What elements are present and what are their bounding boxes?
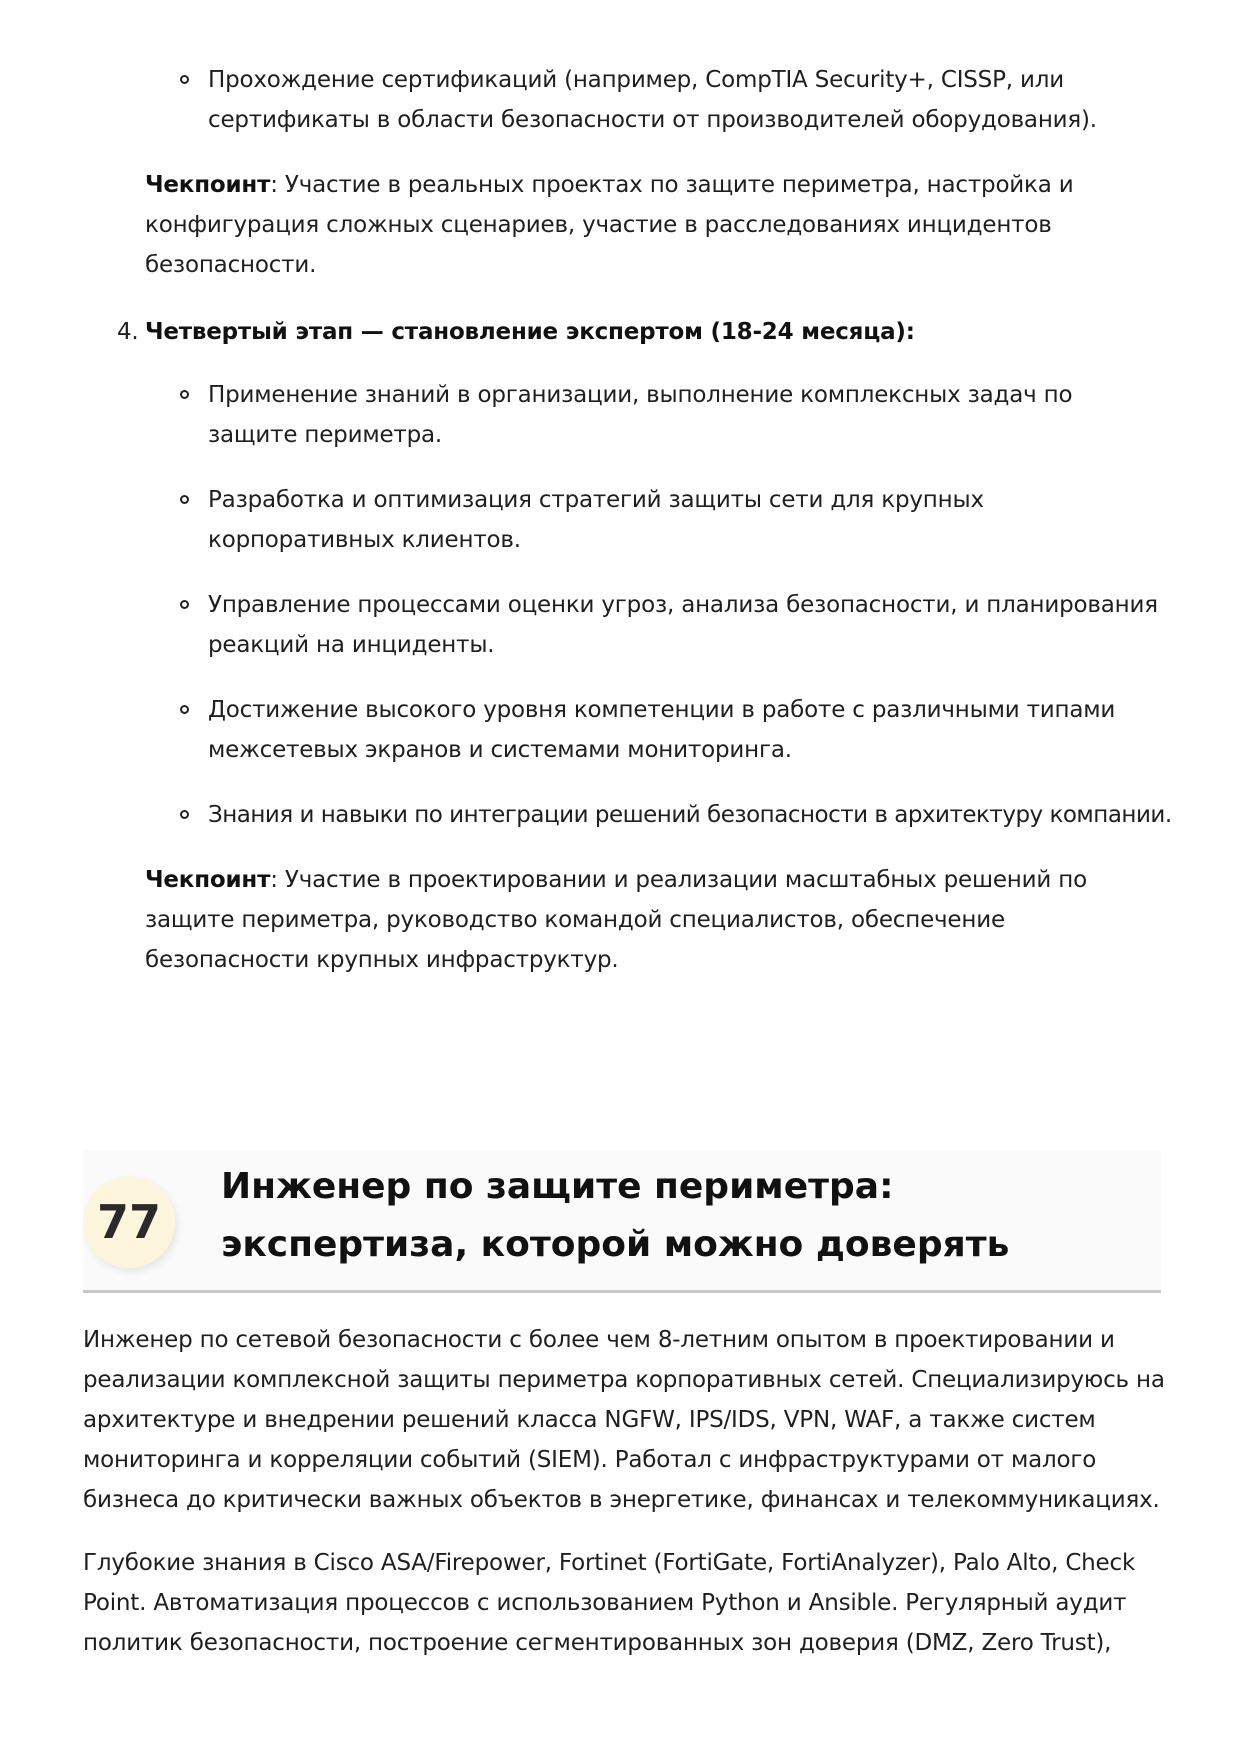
stage4-title bbox=[145, 312, 1170, 352]
checkpoint-label: Чекпоинт bbox=[145, 172, 271, 198]
stage4-title-text: Четвертый этап — становление экспертом (18-24 месяца): bbox=[145, 319, 915, 345]
checkpoint-stage3 bbox=[145, 165, 1170, 285]
list-bullet bbox=[180, 600, 189, 609]
list-bullet bbox=[180, 810, 189, 819]
list-item: Знания и навыки по интеграции решений безопасности в архитектуру компании. bbox=[208, 802, 1172, 828]
paragraph-intro: Инженер по сетевой безопасности с более чем 8-летним опытом в проектировании и реализации комплексной защиты периметра корпоративных сетей. Специализируюсь на архитектуре и внедрении решений класса NGFW, IPS/IDS, VPN, WAF, а также систем мониторинга и корреляции событий (SIEM). Работал с инфраструктурами от малого бизнеса до критически важных объектов в энергетике, финансах и телекоммуникациях. bbox=[83, 1327, 1165, 1513]
checkpoint-text: : Участие в реальных проектах по защите периметра, настройка и конфигурация сложных сценариев, участие в расследованиях инцидентов безопасности. bbox=[145, 172, 1074, 278]
stage4-number: 4. bbox=[117, 319, 139, 345]
list-bullet bbox=[180, 495, 189, 504]
section-header bbox=[83, 1150, 1161, 1293]
list-bullet bbox=[180, 390, 189, 399]
section-number-badge: 77 bbox=[83, 1176, 175, 1268]
section-title: Инженер по защите периметра: экспертиза, которой можно доверять bbox=[221, 1166, 1010, 1265]
list-item: Достижение высокого уровня компетенции в работе с различными типами межсетевых экранов и системами мониторинга. bbox=[208, 697, 1116, 763]
checkpoint-stage4 bbox=[145, 860, 1170, 980]
list-item: Разработка и оптимизация стратегий защиты сети для крупных корпоративных клиентов. bbox=[208, 487, 984, 553]
list-bullet bbox=[180, 705, 189, 714]
list-item-certifications: Прохождение сертификаций (например, CompTIA Security+, CISSP, или сертификаты в области безопасности от производителей оборудования). bbox=[208, 67, 1097, 133]
paragraph-skills: Глубокие знания в Cisco ASA/Firepower, Fortinet (FortiGate, FortiAnalyzer), Palo Alto, Check Point. Автоматизация процессов с использованием Python и Ansible. Регулярный аудит политик безопасности, построение сегментированных зон доверия (DMZ, Zero Trust), bbox=[83, 1550, 1136, 1656]
list-bullet bbox=[180, 75, 189, 84]
checkpoint-label: Чекпоинт bbox=[145, 867, 271, 893]
list-item: Управление процессами оценки угроз, анализа безопасности, и планирования реакций на инциденты. bbox=[208, 592, 1158, 658]
list-item: Применение знаний в организации, выполнение комплексных задач по защите периметра. bbox=[208, 382, 1073, 448]
checkpoint-text: : Участие в проектировании и реализации масштабных решений по защите периметра, руководство командой специалистов, обеспечение безопасности крупных инфраструктур. bbox=[145, 867, 1087, 973]
